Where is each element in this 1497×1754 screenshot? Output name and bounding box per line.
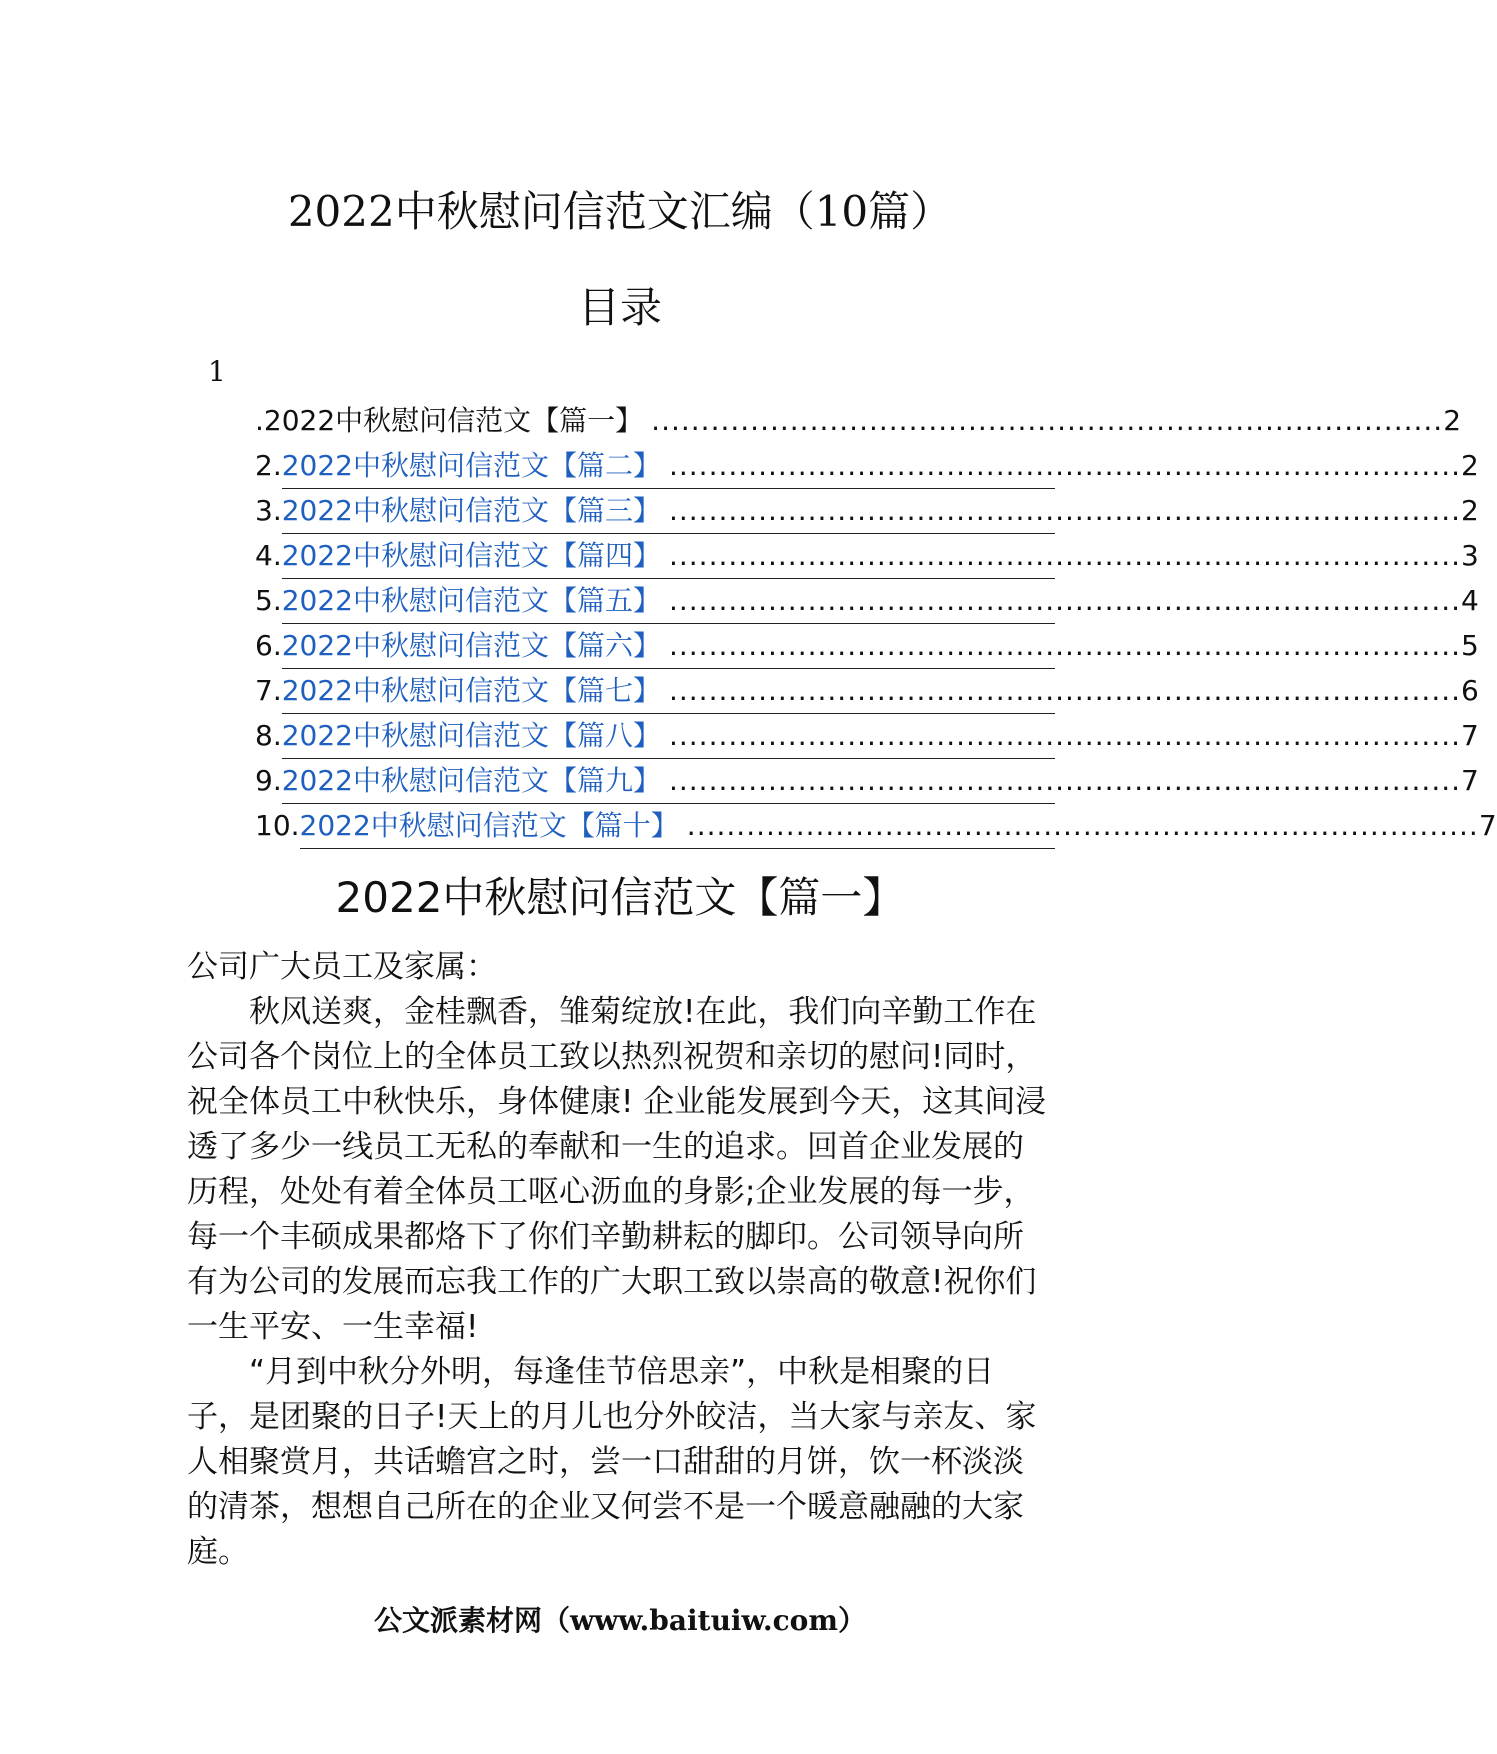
toc-item-page: 5 bbox=[1461, 629, 1479, 662]
toc-item-10 bbox=[255, 803, 1497, 848]
toc-leader: ................................................................................ bbox=[668, 494, 1462, 527]
toc-item-number: 2. bbox=[255, 449, 282, 482]
toc-item-7 bbox=[255, 668, 1479, 713]
toc-item-number: 5. bbox=[255, 584, 282, 617]
toc-item-text: 2022中秋慰问信范文【篇三】 bbox=[281, 494, 661, 527]
toc-item-text: 2022中秋慰问信范文【篇五】 bbox=[281, 584, 661, 617]
toc-leader: ................................................................................ bbox=[668, 449, 1462, 482]
toc-leader: ................................................................................ bbox=[651, 404, 1444, 437]
toc-link[interactable] bbox=[299, 803, 1497, 849]
toc-entry[interactable] bbox=[263, 398, 1462, 443]
toc-item-8 bbox=[255, 713, 1479, 758]
footer-watermark: 公文派素材网（www.baituiw.com） bbox=[374, 1604, 866, 1637]
toc-item-text: 2022中秋慰问信范文【篇二】 bbox=[281, 449, 661, 482]
toc-link[interactable] bbox=[281, 443, 1479, 489]
toc-item-6 bbox=[255, 623, 1479, 668]
toc-item-number: 8. bbox=[255, 719, 282, 752]
toc-item-page: 6 bbox=[1461, 674, 1479, 707]
toc-leader: ................................................................................ bbox=[668, 539, 1462, 572]
toc-item-5 bbox=[255, 578, 1479, 623]
toc-item-page: 2 bbox=[1461, 494, 1479, 527]
toc-item-number: 4. bbox=[255, 539, 282, 572]
toc-leader: ................................................................................ bbox=[668, 674, 1462, 707]
toc-leader: ................................................................................ bbox=[668, 584, 1462, 617]
paragraph: “月到中秋分外明，每逢佳节倍思亲”，中秋是相聚的日子，是团聚的日子!天上的月儿也分外皎洁，当大家与亲友、家人相聚赏月，共话蟾宫之时，尝一口甜甜的月饼，饮一杯淡淡的清茶，想想自己所在的企业又何尝不是一个暖意融融的大家庭。 bbox=[187, 1354, 1037, 1570]
table-of-contents bbox=[255, 398, 1497, 848]
toc-item-page: 2 bbox=[1443, 404, 1462, 437]
toc-item-number: 3. bbox=[255, 494, 282, 527]
toc-item-text: 2022中秋慰问信范文【篇六】 bbox=[281, 629, 661, 662]
toc-item-1 bbox=[255, 398, 1462, 443]
toc-item-number: 6. bbox=[255, 629, 282, 662]
toc-leader: ................................................................................ bbox=[668, 764, 1462, 797]
toc-item-page: 3 bbox=[1461, 539, 1479, 572]
toc-item-number: 9. bbox=[255, 764, 282, 797]
toc-item-number: 10. bbox=[255, 809, 300, 842]
toc-item-text: 2022中秋慰问信范文【篇八】 bbox=[281, 719, 661, 752]
toc-link[interactable] bbox=[281, 713, 1479, 759]
toc-item-text: 2022中秋慰问信范文【篇一】 bbox=[263, 404, 644, 437]
document-title: 2022中秋慰问信范文汇编（10篇） bbox=[287, 187, 953, 236]
toc-heading: 目录 bbox=[577, 283, 662, 332]
salutation: 公司广大员工及家属： bbox=[187, 949, 497, 985]
toc-link[interactable] bbox=[281, 623, 1479, 669]
toc-link[interactable] bbox=[281, 758, 1479, 804]
toc-leader: ................................................................................ bbox=[686, 809, 1479, 842]
toc-link[interactable] bbox=[281, 488, 1479, 534]
toc-item-page: 2 bbox=[1461, 449, 1479, 482]
toc-item-2 bbox=[255, 443, 1479, 488]
toc-item-page: 7 bbox=[1478, 809, 1497, 842]
letter-body bbox=[187, 945, 1053, 1575]
toc-item-text: 2022中秋慰问信范文【篇四】 bbox=[281, 539, 661, 572]
toc-item-text: 2022中秋慰问信范文【篇十】 bbox=[299, 809, 679, 842]
toc-item-page: 7 bbox=[1461, 764, 1479, 797]
paragraph: 秋风送爽，金桂飘香，雏菊绽放!在此，我们向辛勤工作在公司各个岗位上的全体员工致以热烈祝贺和亲切的慰问!同时，祝全体员工中秋快乐，身体健康! 企业能发展到今天，这其间浸透了多少一线员工无私的奉献和一生的追求。回首企业发展的历程，处处有着全体员工呕心沥血的身影;企业发展的每一步，每一个丰硕成果都烙下了你们辛勤耕耘的脚印。公司领导向所有为公司的发展而忘我工作的广大职工致以崇高的敬意!祝你们一生平安、一生幸福! bbox=[187, 994, 1047, 1345]
toc-item-3 bbox=[255, 488, 1479, 533]
toc-leader: ................................................................................ bbox=[668, 629, 1462, 662]
toc-item-number: 7. bbox=[255, 674, 282, 707]
toc-item-9 bbox=[255, 758, 1479, 803]
toc-item-page: 4 bbox=[1461, 584, 1479, 617]
toc-stray-number: 1 bbox=[208, 355, 226, 388]
toc-item-4 bbox=[255, 533, 1479, 578]
toc-link[interactable] bbox=[281, 578, 1479, 624]
toc-link[interactable] bbox=[281, 668, 1479, 714]
toc-leader: ................................................................................ bbox=[668, 719, 1462, 752]
toc-item-text: 2022中秋慰问信范文【篇七】 bbox=[281, 674, 661, 707]
section-title: 2022中秋慰问信范文【篇一】 bbox=[335, 873, 905, 922]
toc-link[interactable] bbox=[281, 533, 1479, 579]
toc-item-page: 7 bbox=[1461, 719, 1479, 752]
toc-item-number: . bbox=[255, 404, 264, 437]
toc-item-text: 2022中秋慰问信范文【篇九】 bbox=[281, 764, 661, 797]
